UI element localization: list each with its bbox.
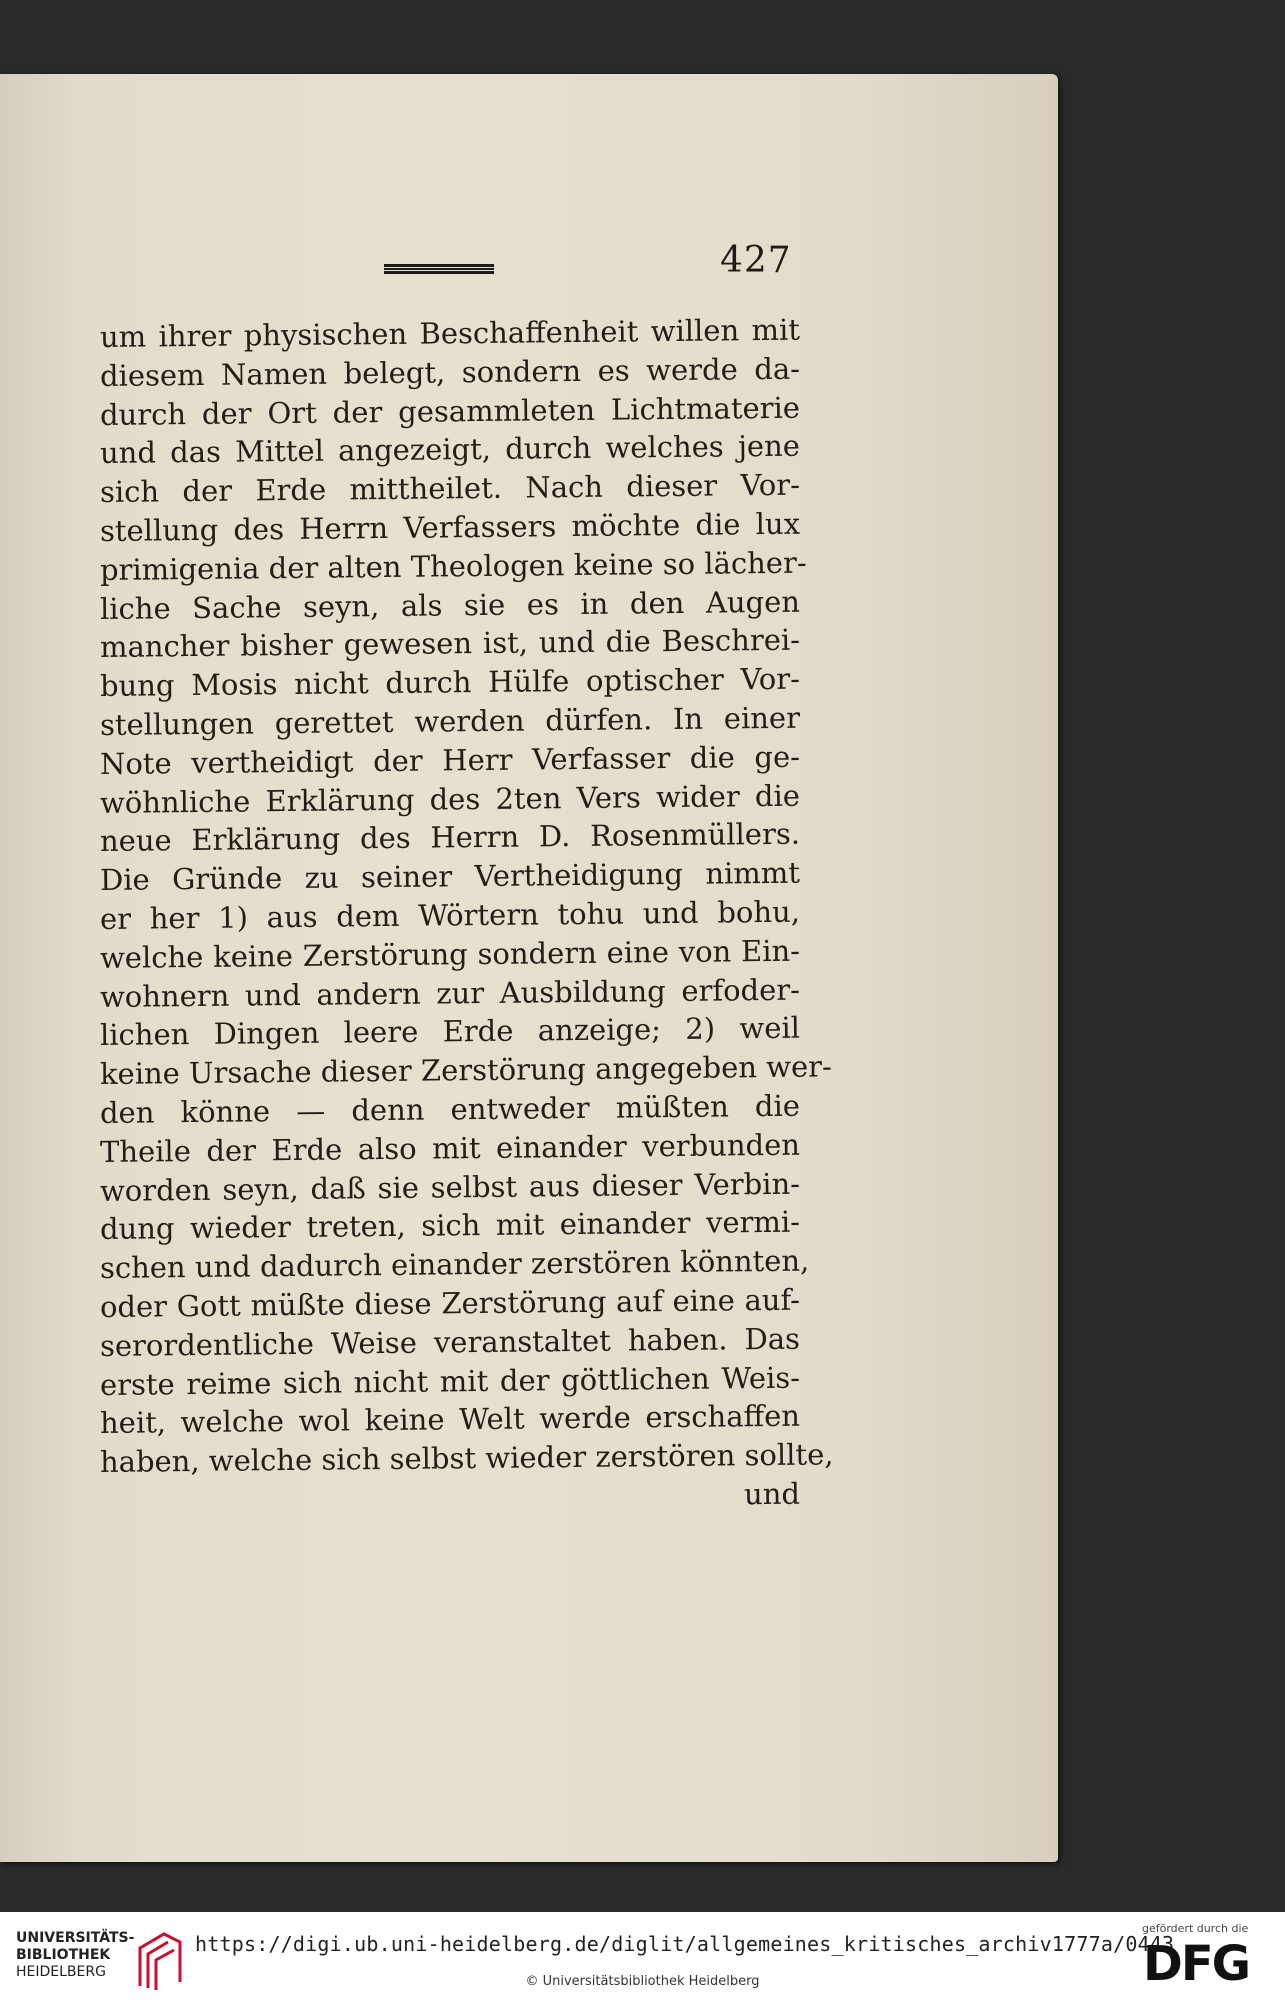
text-line: und das Mittel angezeigt, durch welches jene: [99, 429, 801, 471]
text-line: oder Gott müßte diese Zerstörung auf eine auf-: [99, 1282, 801, 1324]
dfg-logo[interactable]: DFG: [1143, 1936, 1250, 1992]
text-line: er her 1) aus dem Wörtern tohu und bohu,: [99, 894, 801, 936]
text-line: Note vertheidigt der Herr Verfasser die ge-: [99, 739, 801, 781]
text-line: welche keine Zerstörung sondern eine von Ein-: [99, 933, 801, 975]
text-line: um ihrer physischen Beschaffenheit willen mit: [99, 312, 801, 354]
body-text: [99, 312, 834, 1521]
viewer-footer: [0, 1912, 1285, 2004]
text-line: stellungen gerettet werden dürfen. In einer: [99, 700, 801, 742]
text-line: Theile der Erde also mit einander verbunden: [99, 1127, 801, 1169]
text-line: heit, welche wol keine Welt werde erschaffen: [99, 1398, 801, 1441]
text-line: schen und dadurch einander zerstören könnten,: [99, 1243, 810, 1286]
library-name-line1: UNIVERSITÄTS-: [16, 1930, 135, 1946]
text-line: stellung des Herrn Verfassers möchte die lux: [99, 506, 801, 548]
text-line: durch der Ort der gesammleten Lichtmaterie: [99, 390, 801, 432]
text-line: wöhnliche Erklärung des 2ten Vers wider die: [99, 778, 801, 820]
text-line: liche Sache seyn, als sie es in den Augen: [99, 584, 801, 626]
text-line: wohnern und andern zur Ausbildung erfoder-: [99, 972, 801, 1014]
text-line: den könne — denn entweder müßten die: [99, 1088, 801, 1130]
text-line: Die Gründe zu seiner Vertheidigung nimmt: [99, 855, 801, 898]
text-line: primigenia der alten Theologen keine so lächer-: [99, 545, 807, 587]
page-number: 427: [720, 240, 792, 281]
funding-label: gefördert durch die: [1142, 1922, 1249, 1935]
text-line: worden seyn, daß sie selbst aus dieser Verbin-: [99, 1166, 801, 1208]
text-line: neue Erklärung des Herrn D. Rosenmüllers.: [99, 817, 801, 859]
text-line: sich der Erde mittheilet. Nach dieser Vor-: [99, 467, 801, 510]
text-line: keine Ursache dieser Zerstörung angegeben wer-: [99, 1049, 832, 1092]
text-line: mancher bisher gewesen ist, und die Beschrei-: [99, 623, 801, 665]
library-name-line2: BIBLIOTHEK: [16, 1947, 111, 1963]
text-line: und: [743, 1476, 801, 1512]
text-line: erste reime sich nicht mit der göttlichen Weis-: [99, 1360, 801, 1402]
text-line: serordentliche Weise veranstaltet haben. Das: [99, 1321, 801, 1363]
source-url-link[interactable]: https://digi.ub.uni-heidelberg.de/diglit/allgemeines_kritisches_archiv1777a/0443: [195, 1932, 1175, 1956]
text-line: lichen Dingen leere Erde anzeige; 2) weil: [99, 1011, 801, 1053]
text-line: dung wieder treten, sich mit einander vermi-: [99, 1204, 801, 1247]
text-line: diesem Namen belegt, sondern es werde da-: [99, 351, 801, 393]
running-head-rule: [384, 264, 494, 274]
copyright-notice: © Universitätsbibliothek Heidelberg: [525, 1974, 760, 1989]
text-line: haben, welche sich selbst wieder zerstören sollte,: [99, 1437, 834, 1480]
text-line: bung Mosis nicht durch Hülfe optischer Vor-: [99, 661, 801, 704]
library-name-line3: HEIDELBERG: [16, 1964, 106, 1980]
